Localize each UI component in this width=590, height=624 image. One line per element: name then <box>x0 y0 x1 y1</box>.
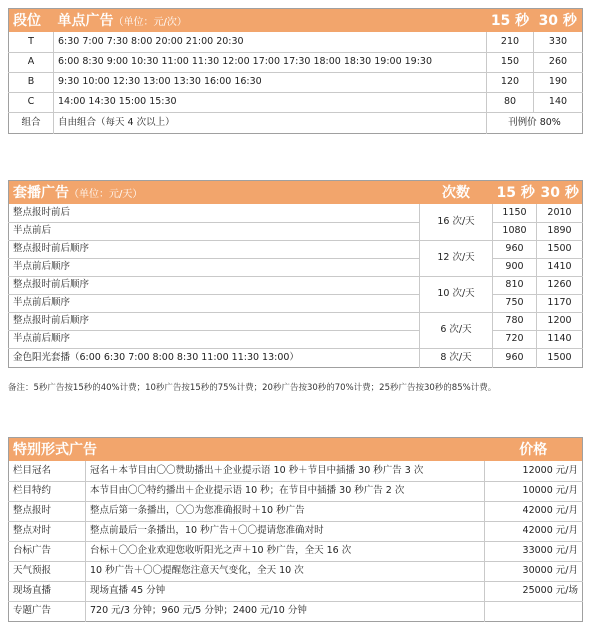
price-15s-cell: 780 <box>493 312 537 330</box>
single-ad-table <box>8 8 583 134</box>
price-15s-cell: 960 <box>493 348 537 367</box>
special-name-cell: 天气预报 <box>9 561 86 581</box>
price-30s-cell: 190 <box>534 72 583 92</box>
special-name-cell: 栏目冠名 <box>9 461 86 481</box>
table-row <box>9 258 583 276</box>
special-desc-cell: 整点前最后一条播出，10 秒广告＋〇〇提请您准确对时 <box>86 521 485 541</box>
special-desc-cell: 冠名＋本节目由〇〇赞助播出＋企业提示语 10 秒＋节目中插播 30 秒广告 3 次 <box>86 461 485 481</box>
price-30s-cell: 1260 <box>537 276 583 294</box>
package-ad-header <box>9 181 583 205</box>
table-row <box>9 330 583 348</box>
table-row <box>9 222 583 240</box>
single-ad-title: 单点广告（单位：元/次） <box>54 9 487 33</box>
package-ad-unit: （单位：元/天） <box>69 188 143 200</box>
special-name-cell: 现场直播 <box>9 581 86 601</box>
special-name-cell: 整点报时 <box>9 501 86 521</box>
table-row <box>9 561 583 581</box>
times-cell: 6:30 7:00 7:30 8:00 20:00 21:00 20:30 <box>54 32 487 52</box>
price-15s-cell: 150 <box>487 52 534 72</box>
table-row <box>9 276 583 294</box>
package-ad-table <box>8 180 583 368</box>
package-name-cell: 半点前后顺序 <box>9 330 420 348</box>
price-30s-cell: 1140 <box>537 330 583 348</box>
price-15s-cell: 750 <box>493 294 537 312</box>
package-name-cell: 整点报时前后顺序 <box>9 240 420 258</box>
col-price: 价格 <box>485 438 583 462</box>
special-price-cell: 10000 元/月 <box>485 481 583 501</box>
times-cell: 14:00 14:30 15:00 15:30 <box>54 92 487 112</box>
count-cell: 6 次/天 <box>420 312 493 348</box>
special-ad-header <box>9 438 583 462</box>
package-ad-title: 套播广告（单位：元/天） <box>9 181 420 205</box>
price-30s-cell: 1410 <box>537 258 583 276</box>
pricing-note: 备注：5秒广告按15秒的40%计费；10秒广告按15秒的75%计费；20秒广告按30秒的70%计费；25秒广告按30秒的85%计费。 <box>8 383 497 393</box>
package-name-cell: 整点报时前后顺序 <box>9 312 420 330</box>
price-30s-cell: 1500 <box>537 348 583 367</box>
price-30s-cell: 260 <box>534 52 583 72</box>
price-15s-cell: 1150 <box>493 204 537 222</box>
period-header: 段位 <box>9 9 54 33</box>
times-cell: 9:30 10:00 12:30 13:00 13:30 16:00 16:30 <box>54 72 487 92</box>
price-15s-cell: 900 <box>493 258 537 276</box>
price-15s-cell: 120 <box>487 72 534 92</box>
special-desc-cell: 现场直播 45 分钟 <box>86 581 485 601</box>
price-30s-cell: 1500 <box>537 240 583 258</box>
price-30s-cell: 2010 <box>537 204 583 222</box>
price-30s-cell: 330 <box>534 32 583 52</box>
single-ad-unit: （单位：元/次） <box>113 16 187 28</box>
package-name-cell: 半点前后顺序 <box>9 258 420 276</box>
col-count: 次数 <box>420 181 493 205</box>
special-desc-cell: 整点后第一条播出，〇〇为您准确报时＋10 秒广告 <box>86 501 485 521</box>
special-price-cell: 42000 元/月 <box>485 501 583 521</box>
special-name-cell: 整点对时 <box>9 521 86 541</box>
price-15s-cell: 1080 <box>493 222 537 240</box>
special-ad-table <box>8 437 583 622</box>
table-row <box>9 294 583 312</box>
package-name-cell: 金色阳光套播（6:00 6:30 7:00 8:00 8:30 11:00 11:30 13:00） <box>13 351 299 363</box>
times-cell: 6:00 8:30 9:00 10:30 11:00 11:30 12:00 17:00 17:30 18:00 18:30 19:00 19:30 <box>54 52 487 72</box>
special-price-cell: 12000 元/月 <box>485 461 583 481</box>
table-row <box>9 581 583 601</box>
table-row <box>9 204 583 222</box>
price-15s-cell: 80 <box>487 92 534 112</box>
period-cell: 组合 <box>21 116 41 128</box>
table-row <box>9 312 583 330</box>
price-15s-cell: 210 <box>487 32 534 52</box>
special-name-cell: 栏目特约 <box>9 481 86 501</box>
special-price-cell: 42000 元/月 <box>485 521 583 541</box>
period-cell: A <box>9 52 54 72</box>
col-30s: 30 秒 <box>534 9 583 33</box>
table-row <box>9 521 583 541</box>
special-desc-cell: 台标＋〇〇企业欢迎您收听阳光之声＋10 秒广告，全天 16 次 <box>86 541 485 561</box>
price-15s-cell: 720 <box>493 330 537 348</box>
count-cell: 10 次/天 <box>420 276 493 312</box>
col-15s: 15 秒 <box>487 9 534 33</box>
table-row <box>9 541 583 561</box>
special-price-cell <box>485 601 583 621</box>
price-15s-cell: 960 <box>493 240 537 258</box>
table-row <box>9 32 583 52</box>
package-name-cell: 半点前后 <box>9 222 420 240</box>
price-30s-cell: 140 <box>534 92 583 112</box>
package-name-cell: 整点报时前后 <box>9 204 420 222</box>
period-cell: C <box>9 92 54 112</box>
single-ad-header <box>9 9 583 33</box>
table-row <box>9 601 583 621</box>
special-desc-cell: 720 元/3 分钟；960 元/5 分钟；2400 元/10 分钟 <box>86 601 485 621</box>
table-row <box>9 461 583 481</box>
table-row <box>9 481 583 501</box>
combo-desc-cell: 自由组合（每天 4 次以上） <box>54 112 487 133</box>
period-cell: B <box>9 72 54 92</box>
special-price-cell: 30000 元/月 <box>485 561 583 581</box>
price-30s-cell: 1200 <box>537 312 583 330</box>
count-cell: 8 次/天 <box>420 348 493 367</box>
special-name-cell: 专题广告 <box>13 605 52 617</box>
special-desc-cell: 本节目由〇〇特约播出＋企业提示语 10 秒；在节目中插播 30 秒广告 2 次 <box>86 481 485 501</box>
price-30s-cell: 1170 <box>537 294 583 312</box>
package-name-cell: 半点前后顺序 <box>9 294 420 312</box>
col-30s: 30 秒 <box>537 181 583 205</box>
special-price-cell: 33000 元/月 <box>485 541 583 561</box>
table-row <box>9 52 583 72</box>
table-row <box>9 240 583 258</box>
special-price-cell: 25000 元/场 <box>485 581 583 601</box>
price-30s-cell: 1890 <box>537 222 583 240</box>
special-desc-cell: 10 秒广告＋〇〇提醒您注意天气变化，全天 10 次 <box>86 561 485 581</box>
combo-price-cell: 刊例价 80% <box>487 112 583 133</box>
count-cell: 12 次/天 <box>420 240 493 276</box>
golden-row <box>9 348 583 367</box>
special-ad-title: 特别形式广告 <box>9 438 485 462</box>
table-row <box>9 501 583 521</box>
count-cell: 16 次/天 <box>420 204 493 240</box>
package-name-cell: 整点报时前后顺序 <box>9 276 420 294</box>
price-15s-cell: 810 <box>493 276 537 294</box>
table-row <box>9 92 583 112</box>
table-row <box>9 72 583 92</box>
special-name-cell: 台标广告 <box>9 541 86 561</box>
col-15s: 15 秒 <box>493 181 537 205</box>
period-cell: T <box>9 32 54 52</box>
combo-row <box>9 112 583 133</box>
